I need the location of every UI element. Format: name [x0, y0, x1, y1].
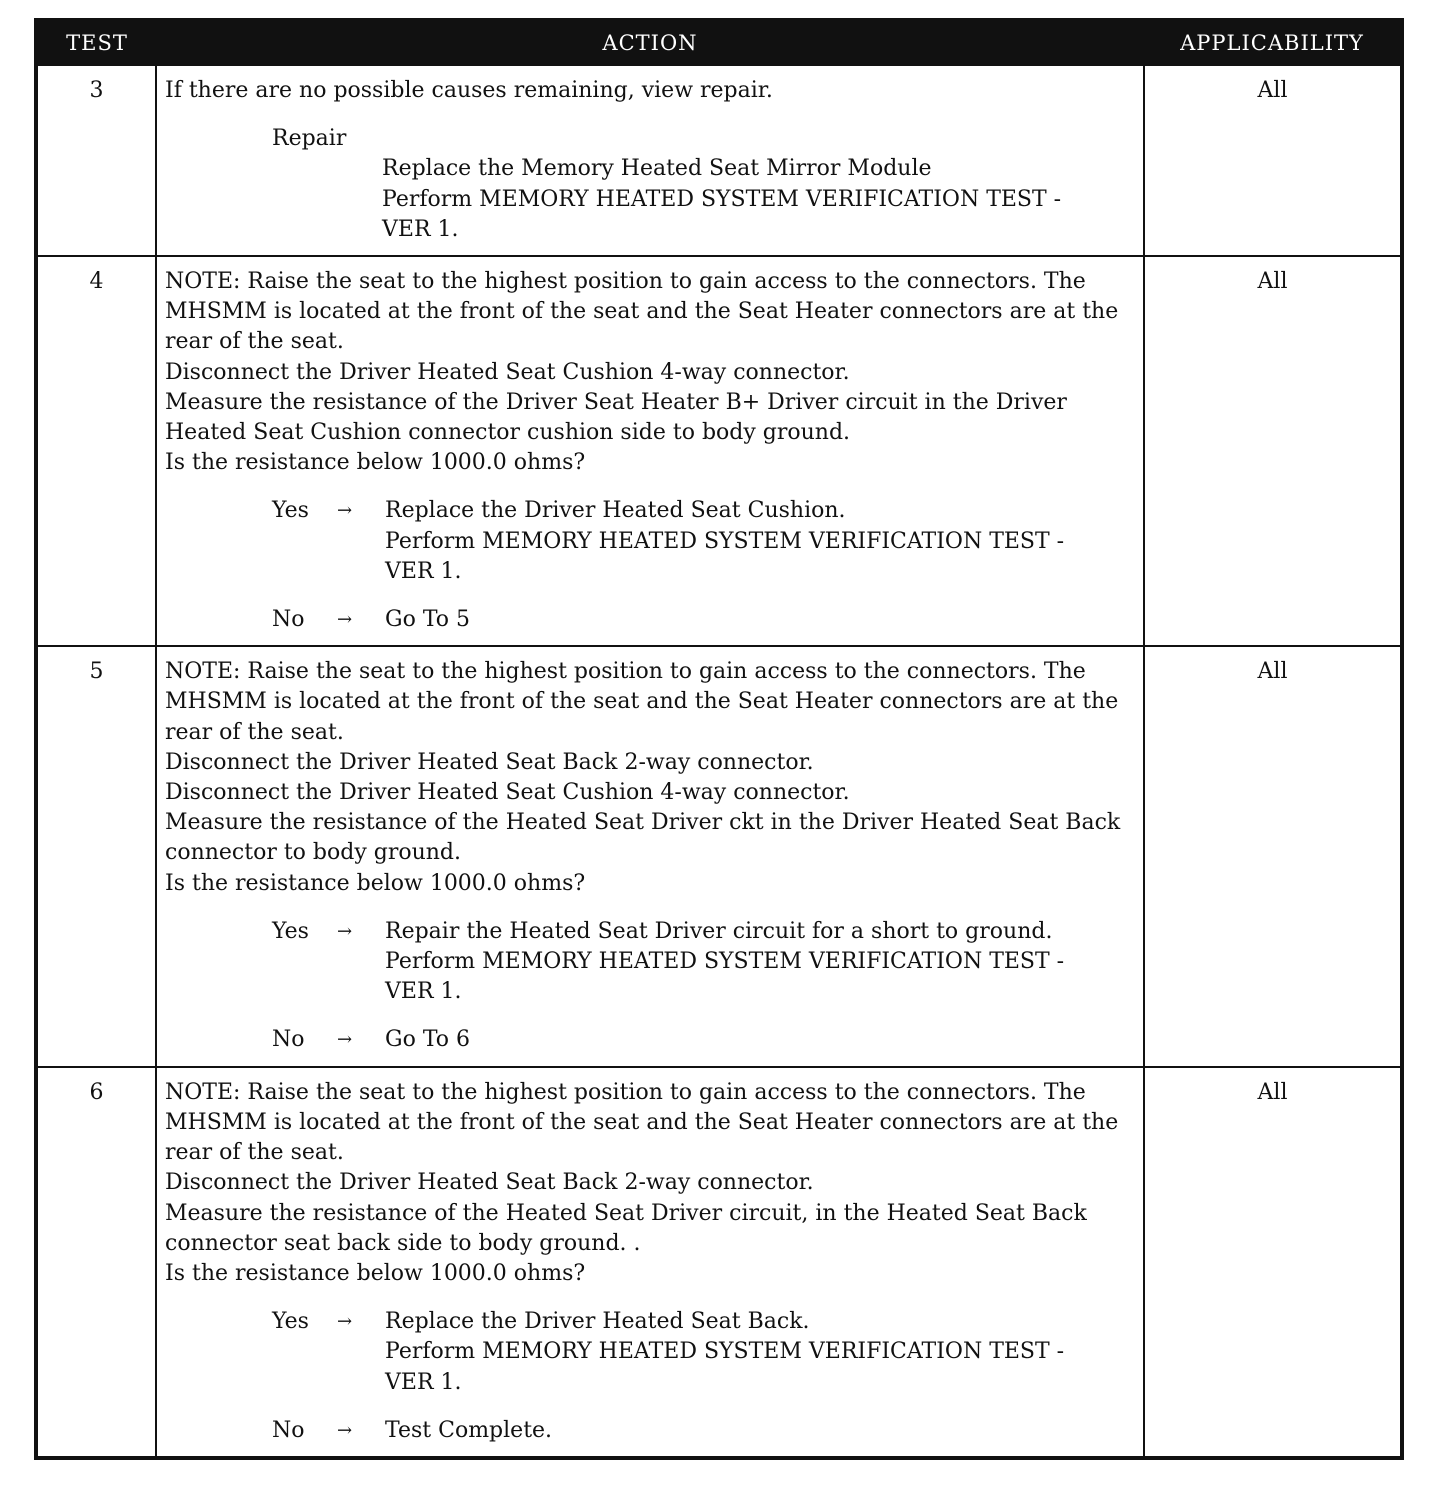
action-line: Disconnect the Driver Heated Seat Cushion 4-way connector.: [165, 359, 850, 385]
action-line: Disconnect the Driver Heated Seat Back 2-way connector.: [165, 1170, 814, 1196]
action-cell: [156, 256, 1144, 646]
no-result: [385, 605, 1135, 635]
yes-branch: [165, 917, 1135, 1008]
spacer: [165, 106, 1135, 124]
action-line: Is the resistance below 1000.0 ohms?: [165, 1260, 586, 1286]
no-branch: [165, 1416, 1135, 1446]
yes-label: Yes: [272, 918, 309, 944]
action-line: Is the resistance below 1000.0 ohms?: [165, 870, 586, 896]
table-row: [36, 1067, 1402, 1458]
action-line: NOTE: Raise the seat to the highest position to gain access to the connectors. The: [165, 1079, 1086, 1105]
test-number: 3: [36, 65, 156, 256]
action-line: rear of the seat.: [165, 1140, 344, 1166]
repair-line: Perform MEMORY HEATED SYSTEM VERIFICATION TEST -: [382, 186, 1062, 212]
yes-result: [385, 1307, 1135, 1398]
action-line: MHSMM is located at the front of the seat and the Seat Heater connectors are at the: [165, 689, 1119, 715]
test-number: 5: [36, 646, 156, 1066]
action-cell: [156, 1067, 1144, 1458]
arrow-icon: →: [337, 500, 353, 522]
no-label: No: [272, 607, 305, 633]
applicability-value: All: [1144, 1067, 1402, 1458]
repair-label: Repair: [272, 126, 347, 152]
yes-result-line: VER 1.: [385, 979, 462, 1005]
action-line: Heated Seat Cushion connector cushion side to body ground.: [165, 420, 851, 446]
no-result-line: Test Complete.: [385, 1417, 553, 1443]
table-row: [36, 256, 1402, 646]
action-line: Measure the resistance of the Driver Seat Heater B+ Driver circuit in the Driver: [165, 389, 1067, 415]
no-label: No: [272, 1027, 305, 1053]
test-number: 4: [36, 256, 156, 646]
action-line: NOTE: Raise the seat to the highest position to gain access to the connectors. The: [165, 659, 1086, 685]
action-line: MHSMM is located at the front of the seat and the Seat Heater connectors are at the: [165, 299, 1119, 325]
header-applicability: APPLICABILITY: [1144, 20, 1402, 65]
header-action: ACTION: [156, 20, 1144, 65]
yes-result: [385, 496, 1135, 587]
action-line: Is the resistance below 1000.0 ohms?: [165, 450, 586, 476]
applicability-value: All: [1144, 65, 1402, 256]
action-line: rear of the seat.: [165, 719, 344, 745]
test-number: 6: [36, 1067, 156, 1458]
no-result: [385, 1416, 1135, 1446]
yes-result-line: Replace the Driver Heated Seat Back.: [385, 1309, 810, 1335]
yes-result-line: Perform MEMORY HEATED SYSTEM VERIFICATION TEST -: [385, 949, 1065, 975]
diagnostic-test-table-page: [34, 18, 1400, 1460]
arrow-icon: →: [337, 1029, 353, 1051]
action-cell: [156, 646, 1144, 1066]
action-line: connector to body ground.: [165, 840, 462, 866]
action-line: connector seat back side to body ground. .: [165, 1230, 641, 1256]
arrow-icon: →: [337, 609, 353, 631]
yes-result-line: Replace the Driver Heated Seat Cushion.: [385, 498, 846, 524]
repair-line: Replace the Memory Heated Seat Mirror Module: [382, 156, 932, 182]
arrow-icon: →: [337, 1311, 353, 1333]
yes-branch: [165, 1307, 1135, 1398]
action-cell: [156, 65, 1144, 256]
applicability-value: All: [1144, 256, 1402, 646]
action-line: NOTE: Raise the seat to the highest position to gain access to the connectors. The: [165, 269, 1086, 295]
action-line: MHSMM is located at the front of the seat and the Seat Heater connectors are at the: [165, 1109, 1119, 1135]
yes-result-line: Repair the Heated Seat Driver circuit for a short to ground.: [385, 918, 1053, 944]
no-result-line: Go To 5: [385, 607, 471, 633]
applicability-value: All: [1144, 646, 1402, 1066]
arrow-icon: →: [337, 920, 353, 942]
header-test: TEST: [36, 20, 156, 65]
repair-line: VER 1.: [382, 216, 459, 242]
yes-result-line: VER 1.: [385, 558, 462, 584]
action-line: rear of the seat.: [165, 329, 344, 355]
action-line: Disconnect the Driver Heated Seat Cushion 4-way connector.: [165, 780, 850, 806]
yes-branch: [165, 496, 1135, 587]
no-result: [385, 1025, 1135, 1055]
yes-result: [385, 917, 1135, 1008]
yes-label: Yes: [272, 498, 309, 524]
table-header-row: [36, 20, 1402, 65]
action-line: If there are no possible causes remaining, view repair.: [165, 78, 773, 103]
yes-result-line: VER 1.: [385, 1369, 462, 1395]
no-label: No: [272, 1417, 305, 1443]
action-line: Measure the resistance of the Heated Seat Driver ckt in the Driver Heated Seat Back: [165, 810, 1121, 836]
yes-result-line: Perform MEMORY HEATED SYSTEM VERIFICATION TEST -: [385, 528, 1065, 554]
arrow-icon: →: [337, 1419, 353, 1441]
table-row: [36, 646, 1402, 1066]
no-branch: [165, 605, 1135, 635]
no-branch: [165, 1025, 1135, 1055]
action-line: Disconnect the Driver Heated Seat Back 2-way connector.: [165, 749, 814, 775]
table-row: [36, 65, 1402, 256]
yes-label: Yes: [272, 1309, 309, 1335]
no-result-line: Go To 6: [385, 1027, 471, 1053]
action-line: Measure the resistance of the Heated Seat Driver circuit, in the Heated Seat Back: [165, 1200, 1087, 1226]
yes-result-line: Perform MEMORY HEATED SYSTEM VERIFICATION TEST -: [385, 1339, 1065, 1365]
diagnostic-test-table: [34, 18, 1404, 1460]
